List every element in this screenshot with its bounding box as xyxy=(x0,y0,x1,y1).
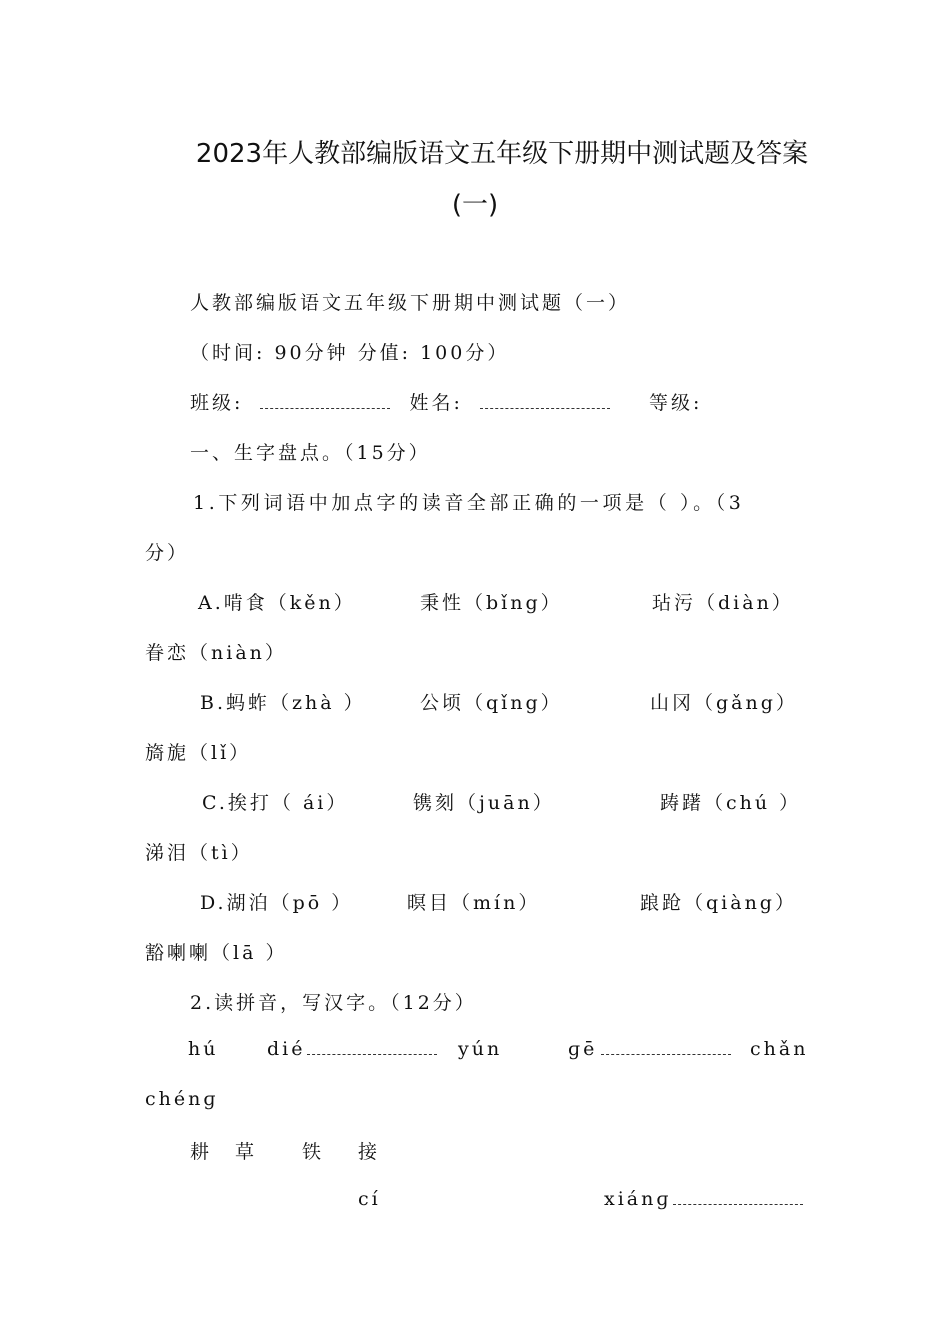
option-c-item-4: 涕泪（tì） xyxy=(145,842,253,864)
pinyin-yun: yún xyxy=(458,1038,503,1060)
pinyin-ci: cí xyxy=(358,1188,381,1210)
pinyin-cheng: chénɡ xyxy=(145,1088,219,1110)
option-a-item-1: A.啃食（kěn） xyxy=(198,592,356,614)
pinyin-row-1-a xyxy=(267,1038,437,1060)
test-subtitle: 人教部编版语文五年级下册期中测试题（一） xyxy=(190,292,631,314)
question-1-text-cont: 分） xyxy=(145,542,190,564)
question-1-text: 1.下列词语中加点字的读音全部正确的一项是（ ）。（3 xyxy=(193,492,745,514)
question-2-text: 2.读拼音，写汉字。（12分） xyxy=(190,992,477,1014)
option-c-item-3: 踌躇（chú ） xyxy=(660,792,802,814)
hanzi-cao: 草 xyxy=(235,1141,258,1163)
section-heading: 一、生字盘点。（15分） xyxy=(190,442,431,464)
option-b-item-4: 旖旎（lǐ） xyxy=(145,742,252,764)
name-blank xyxy=(480,394,610,409)
pinyin-xiang: xiánɡ xyxy=(604,1188,672,1210)
option-b-item-3: 山冈（gǎng） xyxy=(650,692,798,714)
option-d-item-2: 暝目（mín） xyxy=(407,892,541,914)
option-a-item-4: 眷恋（niàn） xyxy=(145,642,287,664)
pinyin-ge: ɡē xyxy=(568,1038,598,1060)
answer-blank xyxy=(307,1040,437,1055)
pinyin-die: dié xyxy=(267,1038,306,1060)
pinyin-hu: hú xyxy=(188,1038,219,1060)
option-a-item-2: 秉性（bǐng） xyxy=(420,592,563,614)
document-title: 2023年人教部编版语文五年级下册期中测试题及答案 xyxy=(195,139,809,169)
document-title-suffix: (一) xyxy=(451,190,499,220)
class-label: 班级: xyxy=(190,392,244,414)
student-info-row xyxy=(190,388,702,415)
grade-label: 等级: xyxy=(649,392,703,414)
pinyin-row-1-b xyxy=(568,1038,731,1060)
option-b-item-2: 公顷（qǐng） xyxy=(420,692,563,714)
pinyin-row-2-b xyxy=(604,1188,803,1210)
hanzi-geng: 耕 xyxy=(190,1141,213,1163)
option-d-item-4: 豁喇喇（lā ） xyxy=(145,942,288,964)
option-b-item-1: B.蚂蚱（zhà ） xyxy=(200,692,366,714)
name-label: 姓名: xyxy=(409,392,463,414)
hanzi-jie: 接 xyxy=(358,1141,381,1163)
option-a-item-3: 玷污（diàn） xyxy=(652,592,794,614)
hanzi-tie: 铁 xyxy=(302,1141,325,1163)
option-d-item-3: 踉跄（qiàng） xyxy=(640,892,797,914)
option-c-item-1: C.挨打（ ái） xyxy=(202,792,349,814)
pinyin-chan: chǎn xyxy=(750,1038,809,1060)
answer-blank xyxy=(601,1040,731,1055)
answer-blank xyxy=(673,1190,803,1205)
class-blank xyxy=(260,394,390,409)
option-c-item-2: 镌刻（juān） xyxy=(413,792,555,814)
option-d-item-1: D.湖泊（pō ） xyxy=(200,892,354,914)
time-score-info: （时间: 90分钟 分值: 100分） xyxy=(190,342,510,364)
